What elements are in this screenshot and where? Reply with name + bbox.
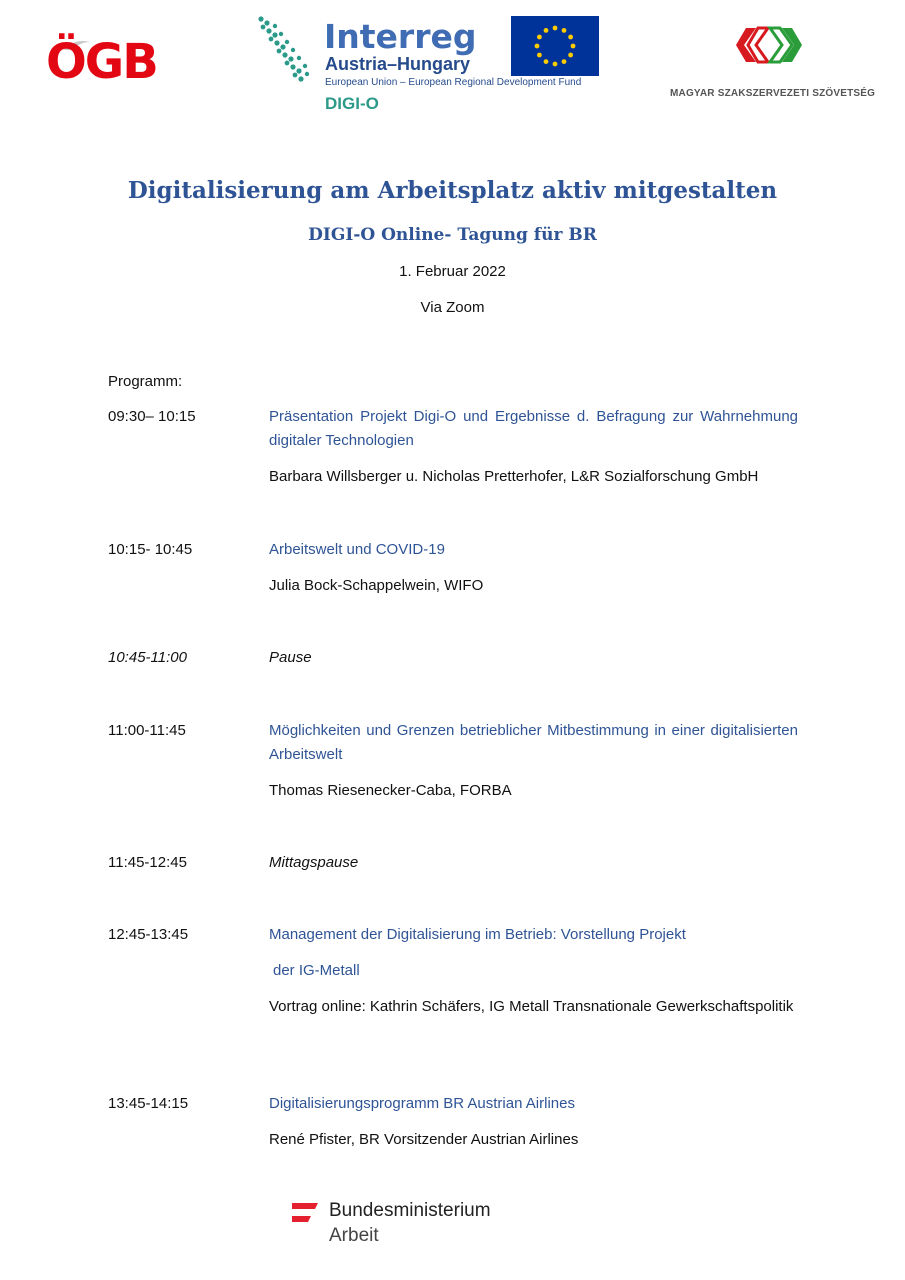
agenda-topic-continued: der IG-Metall — [273, 962, 360, 979]
agenda-time: 11:00-11:45 — [108, 722, 186, 739]
agenda-content — [269, 1092, 798, 1152]
agenda-time: 13:45-14:15 — [108, 1095, 189, 1112]
mszsz-logo — [668, 20, 878, 106]
agenda-topic: Management der Digitalisierung im Betrieb: Vorstellung Projekt — [269, 926, 686, 943]
mszsz-logo-text: MAGYAR SZAKSZERVEZETI SZÖVETSÉG — [670, 88, 876, 99]
agenda-topic: Pause — [269, 649, 312, 666]
eu-flag-icon — [511, 16, 599, 76]
agenda-speaker: Julia Bock-Schappelwein, WIFO — [269, 577, 484, 594]
agenda-topic: Mittagspause — [269, 854, 359, 871]
program-label: Programm: — [108, 373, 183, 390]
interreg-name: Interreg — [324, 17, 477, 56]
agenda-time: 12:45-13:45 — [108, 926, 189, 943]
interreg-project-name: DIGI-O — [325, 94, 379, 113]
agenda-content — [269, 719, 798, 803]
event-date: 1. Februar 2022 — [399, 263, 506, 280]
event-venue: Via Zoom — [420, 299, 485, 316]
agenda-time: 11:45-12:45 — [108, 854, 187, 871]
agenda-content — [269, 538, 798, 598]
ministry-logo — [292, 1200, 532, 1250]
agenda-topic: Präsentation Projekt Digi-O und Ergebnisse d. Befragung zur Wahrnehmung digitaler Technologien — [269, 408, 798, 449]
agenda-topic: Möglichkeiten und Grenzen betrieblicher Mitbestimmung in einer digitalisierten Arbeitswelt — [269, 722, 798, 763]
agenda-time: 09:30– 10:15 — [108, 408, 196, 425]
document-subtitle: DIGI-O Online- Tagung für BR — [308, 225, 597, 245]
interreg-fund-text: European Union – European Regional Development Fund — [325, 77, 582, 88]
agenda-speaker: Barbara Willsberger u. Nicholas Pretterhofer, L&R Sozialforschung GmbH — [269, 468, 759, 485]
interreg-region: Austria–Hungary — [325, 54, 471, 74]
agenda-topic: Arbeitswelt und COVID-19 — [269, 541, 445, 558]
agenda-content — [269, 851, 798, 875]
agenda-content — [269, 646, 798, 670]
agenda-content — [269, 405, 798, 489]
interreg-logo — [255, 14, 605, 114]
agenda-speaker: Vortrag online: Kathrin Schäfers, IG Metall Transnationale Gewerkschaftspolitik — [269, 998, 794, 1015]
ministry-name-line2: Arbeit — [329, 1225, 379, 1246]
agenda-speaker: Thomas Riesenecker-Caba, FORBA — [269, 782, 512, 799]
agenda-topic: Digitalisierungsprogramm BR Austrian Airlines — [269, 1095, 575, 1112]
agenda-speaker: René Pfister, BR Vorsitzender Austrian Airlines — [269, 1131, 579, 1148]
ministry-name-line1: Bundesministerium — [329, 1200, 491, 1221]
ogb-logo-text: ÖGB — [46, 34, 157, 90]
interreg-dots-icon — [255, 14, 317, 86]
ogb-logo — [46, 36, 186, 92]
mszsz-emblem-icon — [734, 20, 804, 70]
agenda-time: 10:45-11:00 — [108, 649, 187, 666]
agenda-time: 10:15- 10:45 — [108, 541, 193, 558]
austrian-flag-icon — [292, 1203, 318, 1223]
agenda-content — [269, 923, 798, 1019]
document-title: Digitalisierung am Arbeitsplatz aktiv mitgestalten — [127, 177, 778, 204]
